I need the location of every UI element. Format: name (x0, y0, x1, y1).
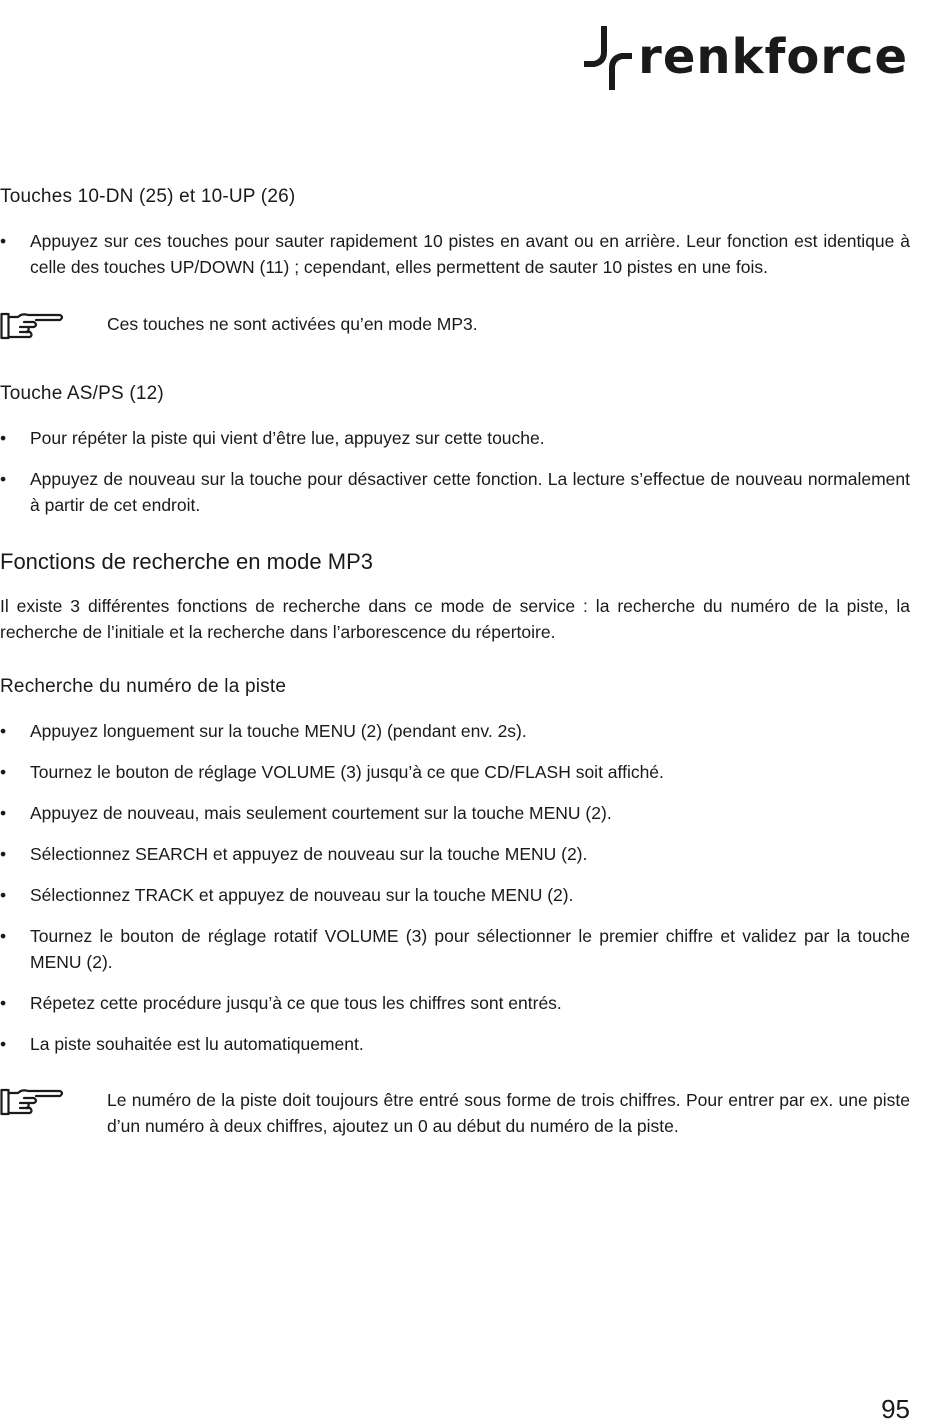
list-item-text: Pour répéter la piste qui vient d’être lue, appuyez sur cette touche. (30, 428, 545, 448)
bullet-glyph: • (0, 469, 7, 489)
section-title: Touche AS/PS (12) (0, 383, 164, 404)
list-item (0, 841, 910, 867)
list-item-text: Appuyez de nouveau sur la touche pour désactiver cette fonction. La lecture s’effectue de nouveau normalement à partir de cet endroit. (30, 469, 910, 515)
bullet-glyph: • (0, 926, 7, 946)
list-item (0, 800, 910, 826)
bullet-glyph: • (0, 231, 7, 251)
list-item-text: La piste souhaitée est lu automatiquement. (30, 1034, 364, 1054)
list-item (0, 923, 910, 975)
list-item (0, 882, 910, 908)
list-item-text: Appuyez longuement sur la touche MENU (2) (pendant env. 2s). (30, 721, 527, 741)
list-item-text: Appuyez de nouveau, mais seulement courtement sur la touche MENU (2). (30, 803, 612, 823)
list-item-text: Sélectionnez SEARCH et appuyez de nouveau sur la touche MENU (2). (30, 844, 588, 864)
list-item (0, 759, 910, 785)
bullet-glyph: • (0, 885, 7, 905)
list-item (0, 718, 910, 744)
list-item (0, 1031, 910, 1057)
pointing-hand-icon (0, 1085, 66, 1117)
renkforce-logo-mark-icon (582, 22, 634, 92)
list-item (0, 466, 910, 518)
note-text: Ces touches ne sont activées qu’en mode MP3. (107, 314, 478, 334)
note (0, 1087, 910, 1139)
note (0, 311, 910, 337)
list-item-text: Sélectionnez TRACK et appuyez de nouveau sur la touche MENU (2). (30, 885, 574, 905)
bullet-glyph: • (0, 993, 7, 1013)
bullet-glyph: • (0, 762, 7, 782)
section-title: Recherche du numéro de la piste (0, 676, 287, 697)
brand-name: renkforce (638, 29, 908, 85)
list-item (0, 425, 910, 451)
list-item-text: Répetez cette procédure jusqu’à ce que tous les chiffres sont entrés. (30, 993, 562, 1013)
bullet-glyph: • (0, 844, 7, 864)
bullet-glyph: • (0, 428, 7, 448)
section-intro: Il existe 3 différentes fonctions de recherche dans ce mode de service : la recherche du numéro de la piste, la recherche de l’initiale et la recherche dans l’arborescence du répertoire. (0, 596, 910, 642)
bullet-glyph: • (0, 1034, 7, 1054)
section-heading: Fonctions de recherche en mode MP3 (0, 549, 373, 574)
note-text: Le numéro de la piste doit toujours être entré sous forme de trois chiffres. Pour entrer par ex. une piste d’un numéro à deux chiffres, ajoutez un 0 au début du numéro de la piste. (107, 1090, 910, 1136)
list-item-text: Tournez le bouton de réglage rotatif VOLUME (3) pour sélectionner le premier chiffre et validez par la touche MENU (2). (30, 926, 910, 972)
list-item-text: Appuyez sur ces touches pour sauter rapidement 10 pistes en avant ou en arrière. Leur fonction est identique à celle des touches UP/DOWN (11) ; cependant, elles permettent de sauter 10 pistes en une fois. (30, 231, 910, 277)
list-item (0, 228, 910, 280)
bullet-glyph: • (0, 721, 7, 741)
pointing-hand-icon (0, 309, 66, 341)
page-number: 95 (881, 1394, 910, 1424)
section-title: Touches 10-DN (25) et 10-UP (26) (0, 186, 296, 207)
brand-logo (582, 22, 908, 92)
list-item (0, 990, 910, 1016)
bullet-glyph: • (0, 803, 7, 823)
list-item-text: Tournez le bouton de réglage VOLUME (3) jusqu’à ce que CD/FLASH soit affiché. (30, 762, 664, 782)
